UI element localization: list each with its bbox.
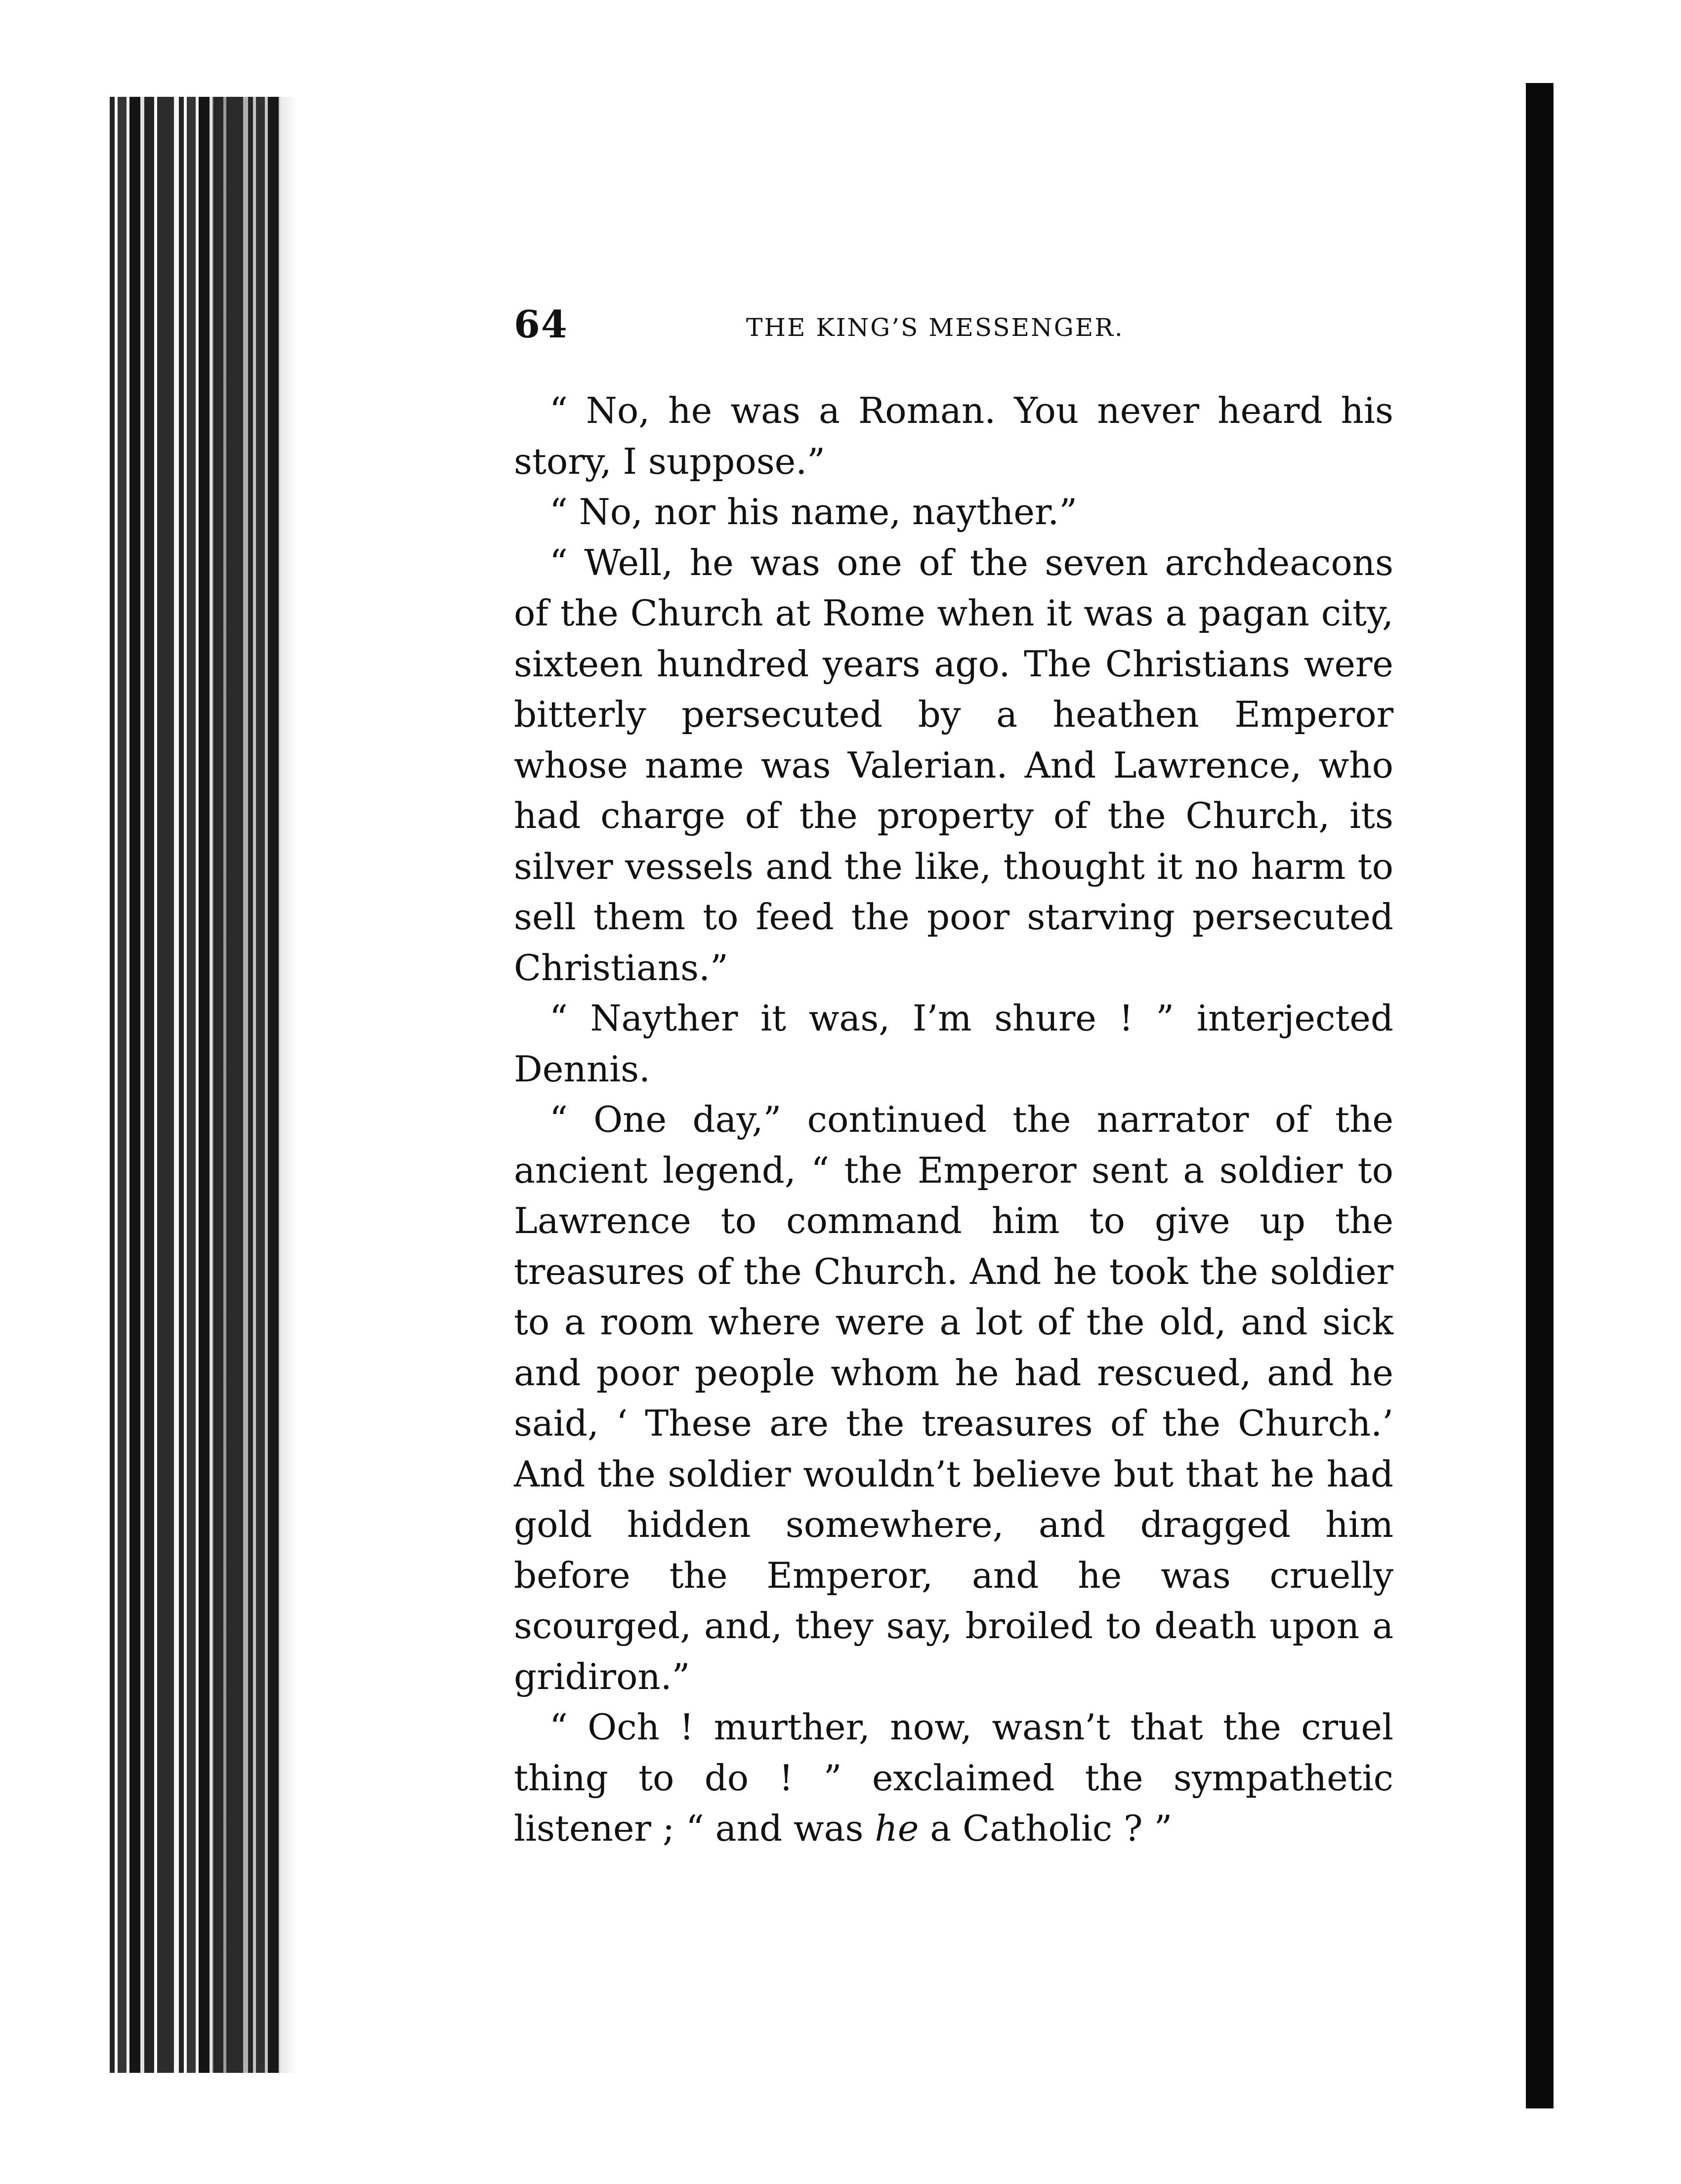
paragraph: “ Nayther it was, I’m shure ! ” interjected Dennis. [514, 997, 1393, 1090]
paragraph: “ No, he was a Roman. You never heard his story, I suppose.” [514, 390, 1393, 482]
paragraph: “ One day,” continued the narrator of the ancient legend, “ the Emperor sent a soldier to Lawrence to command him to give up the treasures of the Church. And he took the soldier to a room where were a lot of the old, and sick and poor people whom he had rescued, and he said, ‘ These are the treasures of the Church.’ And the soldier wouldn’t believe but that he had gold hidden somewhere, and dragged him before the Emperor, and he was cruelly scourged, and, they say, broiled to death upon a gridiron.” [514, 1099, 1393, 1697]
page-edge-bar [1526, 83, 1554, 2108]
binding-shadow [212, 97, 296, 2073]
body-text [514, 385, 1393, 1854]
running-head: THE KING’S MESSENGER. [746, 313, 1124, 342]
paragraph-text: a Catholic ? ” [919, 1808, 1173, 1849]
paragraph-last [514, 1702, 1393, 1854]
paragraph-text: “ Och ! murther, now, wasn’t that the cruel thing to do ! ” exclaimed the sympathetic listener ; “ and was [514, 1706, 1393, 1849]
page-number: 64 [514, 302, 568, 346]
emphasis-text: he [875, 1808, 919, 1849]
page-header [514, 302, 1393, 357]
paragraph: “ No, nor his name, nayther.” [549, 491, 1078, 533]
paragraph: “ Well, he was one of the seven archdeacons of the Church at Rome when it was a pagan city, sixteen hundred years ago. The Christians were bitterly persecuted by a heathen Emperor whose name was Valerian. And Lawrence, who had charge of the property of the Church, its silver vessels and the like, thought it no harm to sell them to feed the poor starving persecuted Christians.” [514, 541, 1393, 989]
